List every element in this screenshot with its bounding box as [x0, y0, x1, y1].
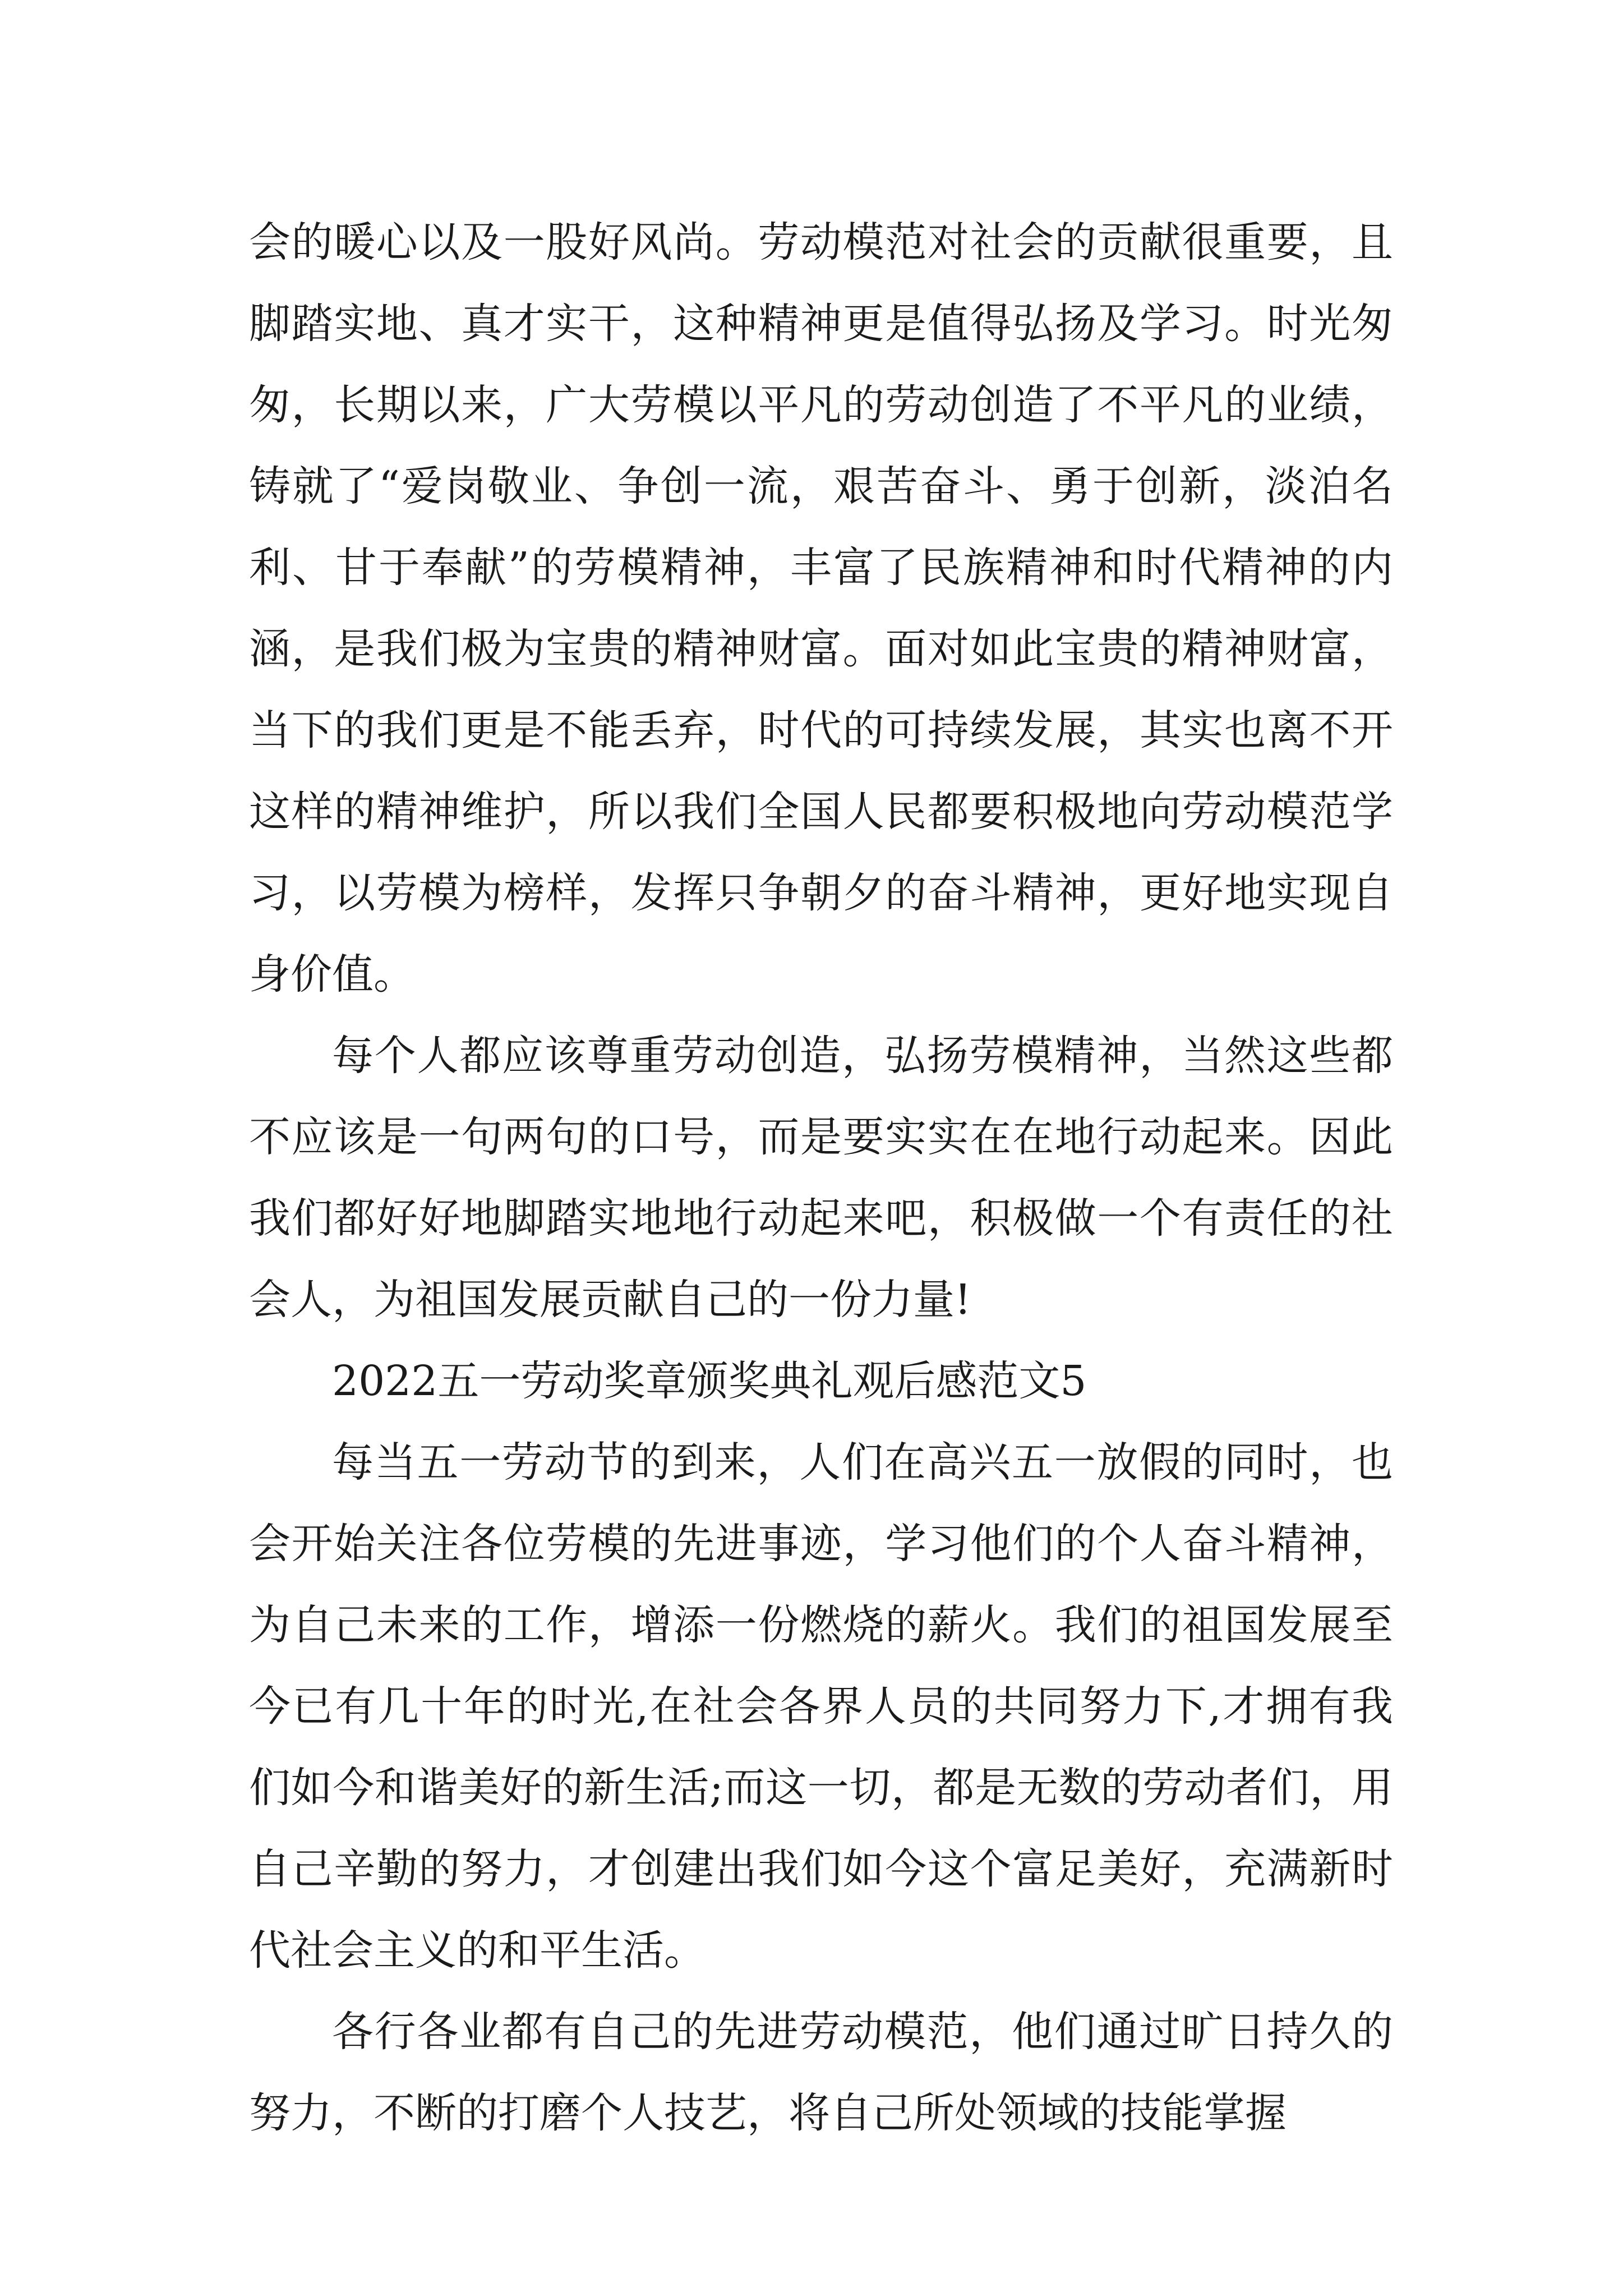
paragraph: 各行各业都有自己的先进劳动模范，他们通过旷日持久的努力，不断的打磨个人技艺，将自己所处领域的技能掌握: [249, 2008, 1393, 2137]
paragraph: 每个人都应该尊重劳动创造，弘扬劳模精神，当然这些都不应该是一句两句的口号，而是要实实在在地行动起来。因此我们都好好地脚踏实地地行动起来吧，积极做一个有责任的社会人，为祖国发展贡献自己的一份力量!: [249, 1032, 1393, 1324]
paragraph: 每当五一劳动节的到来，人们在高兴五一放假的同时，也会开始关注各位劳模的先进事迹，学习他们的个人奋斗精神，为自己未来的工作，增添一份燃烧的薪火。我们的祖国发展至今已有几十年的时光,在社会各界人员的共同努力下,才拥有我们如今和谐美好的新生活;而这一切，都是无数的劳动者们，用自己辛勤的努力，才创建出我们如今这个富足美好，充满新时代社会主义的和平生活。: [249, 1438, 1393, 1975]
document-body: [249, 202, 1393, 2154]
section-title: 2022五一劳动奖章颁奖典礼观后感范文5: [332, 1357, 1087, 1405]
paragraph-continuation: 会的暖心以及一股好风尚。劳动模范对社会的贡献很重要，且脚踏实地、真才实干，这种精神更是值得弘扬及学习。时光匆匆，长期以来，广大劳模以平凡的劳动创造了不平凡的业绩，铸就了“爱岗敬业、争创一流，艰苦奋斗、勇于创新，淡泊名利、甘于奉献”的劳模精神，丰富了民族精神和时代精神的内涵，是我们极为宝贵的精神财富。面对如此宝贵的精神财富，当下的我们更是不能丢弃，时代的可持续发展，其实也离不开这样的精神维护，所以我们全国人民都要积极地向劳动模范学习，以劳模为榜样，发挥只争朝夕的奋斗精神，更好地实现自身价值。: [249, 218, 1393, 999]
